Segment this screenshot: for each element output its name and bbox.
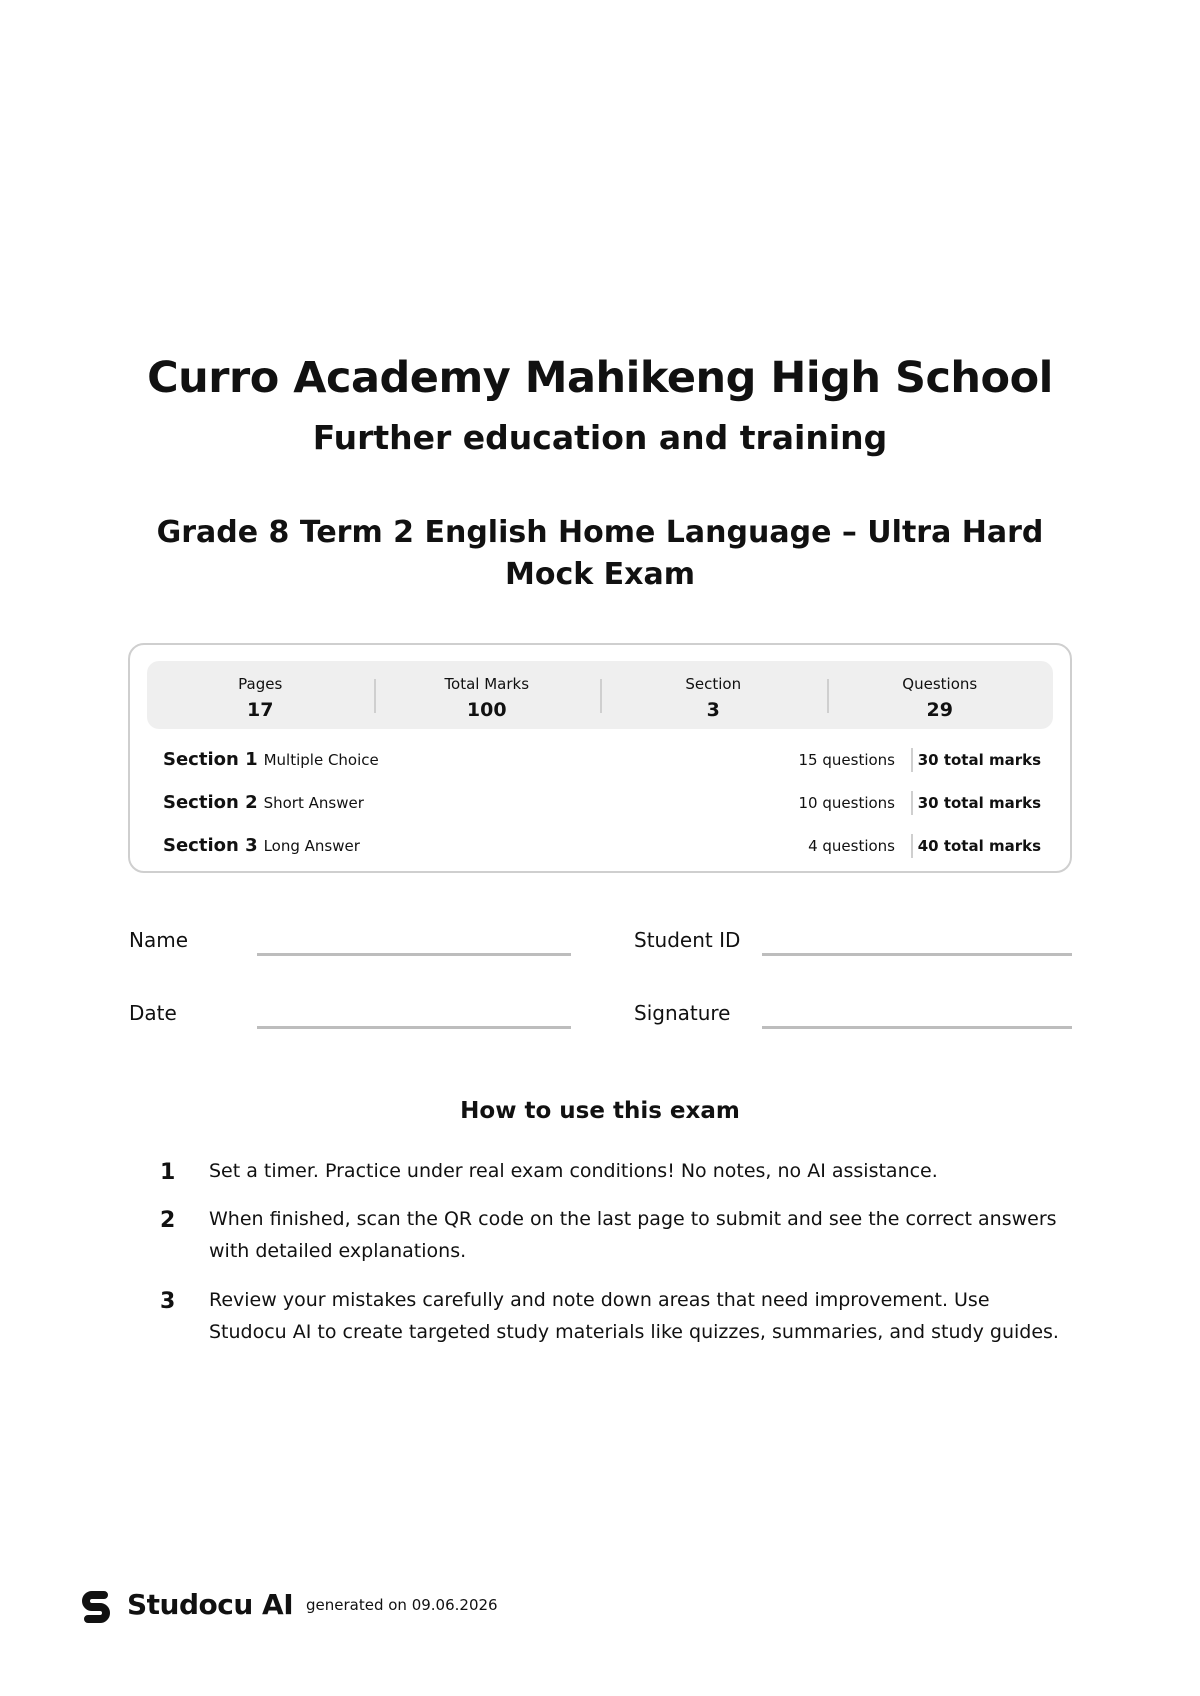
studocu-logo-icon <box>78 1587 114 1623</box>
stat-value: 17 <box>247 699 274 721</box>
student-id-field[interactable] <box>762 953 1072 956</box>
school-subtitle: Further education and training <box>312 418 888 457</box>
section-questions: 15 questions <box>798 751 895 769</box>
step-text: Review your mistakes carefully and note down areas that need improvement. Use Studocu AI to create targeted study materials like quizzes, summaries, and study guides. <box>209 1289 1059 1343</box>
stat-total-marks <box>374 661 601 729</box>
step-number: 3 <box>160 1289 176 1314</box>
name-label: Name <box>129 928 189 952</box>
section-row-1 <box>163 747 1041 773</box>
section-summary <box>775 833 1041 859</box>
stat-value: 100 <box>466 699 507 721</box>
name-field[interactable] <box>257 953 571 956</box>
stat-label: Total Marks <box>444 675 530 693</box>
section-questions: 4 questions <box>808 837 895 855</box>
date-field[interactable] <box>257 1026 571 1029</box>
student-id-label: Student ID <box>634 928 741 952</box>
stat-label: Section <box>685 675 742 693</box>
step-text: Set a timer. Practice under real exam conditions! No notes, no AI assistance. <box>209 1160 938 1182</box>
stat-label: Pages <box>238 675 283 693</box>
section-marks: 40 total marks <box>917 837 1041 855</box>
stat-pages <box>147 661 374 729</box>
stat-section <box>600 661 827 729</box>
section-row-2 <box>163 790 1041 816</box>
stat-label: Questions <box>902 675 978 693</box>
section-marks: 30 total marks <box>917 751 1041 769</box>
signature-field[interactable] <box>762 1026 1072 1029</box>
date-label: Date <box>129 1001 177 1025</box>
section-name: Section 2 <box>163 792 258 813</box>
section-name: Section 1 <box>163 749 258 770</box>
step-number: 2 <box>160 1208 176 1233</box>
section-questions: 10 questions <box>798 794 895 812</box>
section-type: Long Answer <box>263 837 360 855</box>
exam-title: Grade 8 Term 2 English Home Language – Ultra Hard Mock Exam <box>156 515 1044 592</box>
exam-info-box <box>128 643 1072 873</box>
section-row-3 <box>163 833 1041 859</box>
stat-value: 29 <box>926 699 953 721</box>
stat-questions <box>827 661 1054 729</box>
signature-label: Signature <box>634 1001 731 1025</box>
section-marks: 30 total marks <box>917 794 1041 812</box>
generated-date: generated on 09.06.2026 <box>306 1596 498 1614</box>
section-summary <box>775 790 1041 816</box>
section-name: Section 3 <box>163 835 258 856</box>
section-summary <box>775 747 1041 773</box>
stat-value: 3 <box>706 699 720 721</box>
how-to-title: How to use this exam <box>460 1098 740 1124</box>
school-title: Curro Academy Mahikeng High School <box>147 353 1053 403</box>
stats-bar <box>147 661 1053 729</box>
section-type: Short Answer <box>263 794 364 812</box>
footer-brand: Studocu AI <box>127 1588 294 1621</box>
section-type: Multiple Choice <box>263 751 379 769</box>
step-number: 1 <box>160 1160 176 1185</box>
step-text: When finished, scan the QR code on the last page to submit and see the correct answers with detailed explanations. <box>209 1208 1057 1262</box>
